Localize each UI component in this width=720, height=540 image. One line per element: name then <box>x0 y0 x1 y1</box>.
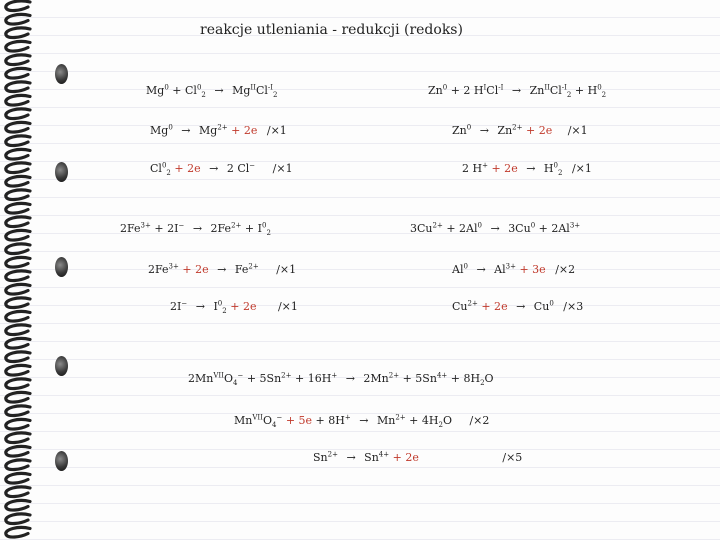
binder-hole <box>55 162 68 182</box>
arrow-icon: → <box>195 300 205 313</box>
half-reaction-cu: $Cu^{2+} + 2e \to Cu^0$ /×3 <box>452 299 584 313</box>
half-reaction-i: $2I^- \to I^0_2 + 2e$ /×1 <box>170 299 298 316</box>
arrow-icon: → <box>511 84 522 97</box>
arrow-icon: → <box>214 84 224 97</box>
arrow-icon: → <box>526 162 536 175</box>
page-title: reakcje utleniania - redukcji (redoks) <box>200 22 463 38</box>
equation-mn-sn: $2Mn^{VII}O_4^- + 5Sn^{2+} + 16H^+ \to 2Mn^{2+} + 5Sn^{4+} + 8H_2O$ <box>188 371 494 388</box>
half-reaction-fe: $2Fe^{3+} + 2e \to Fe^{2+}$ /×1 <box>148 262 297 276</box>
arrow-icon: → <box>345 372 355 385</box>
arrow-icon: → <box>346 451 356 464</box>
binder-hole <box>55 64 68 84</box>
equation-cu-al: $3Cu^{2+} + 2Al^0 \to 3Cu^0 + 2Al^{3+}$ <box>410 221 581 235</box>
binder-hole <box>55 257 68 277</box>
arrow-icon: → <box>359 414 369 427</box>
half-reaction-mn: $Mn^{VII}O_4^- + 5e + 8H^+ \to Mn^{2+} + 4H_2O$ /×2 <box>234 413 490 430</box>
half-reaction-cl: $Cl^0_2 + 2e \to 2$ Cl− /×1 <box>150 161 293 178</box>
equation-zn-hcl: $Zn^0 + 2$ $H^ICl^{-I} \to Zn^{II}Cl^{-I}_2 + H^0_2$ <box>428 83 607 100</box>
arrow-icon: → <box>479 124 489 137</box>
binder-hole <box>55 356 68 376</box>
arrow-icon: → <box>476 263 486 276</box>
arrow-icon: → <box>192 222 203 235</box>
equation-mg-cl: $Mg^0 + Cl^0_2 \to Mg^{II}Cl^{-I}_2$ <box>146 83 278 100</box>
arrow-icon: → <box>490 222 500 235</box>
equation-fe-i: $2Fe^{3+} + 2I^- \to 2Fe^{2+} + I^0_2$ <box>120 221 271 238</box>
half-reaction-mg: $Mg^0 \to Mg^{2+} + 2e$ /×1 <box>150 123 287 137</box>
half-reaction-sn: $Sn^{2+} \to Sn^{4+} + 2e$ /×5 <box>313 450 523 464</box>
half-reaction-al: $Al^0 \to Al^{3+} + 3e$ /×2 <box>452 262 576 276</box>
arrow-icon: → <box>181 124 191 137</box>
half-reaction-zn: $Zn^0 \to Zn^{2+} + 2e$ /×1 <box>452 123 588 137</box>
arrow-icon: → <box>516 300 526 313</box>
binder-hole <box>55 451 68 471</box>
arrow-icon: → <box>209 162 219 175</box>
binder-holes <box>0 0 90 540</box>
arrow-icon: → <box>217 263 227 276</box>
half-reaction-h: 2 $H^+ + 2e \to H^0_2$ /×1 <box>462 161 592 178</box>
